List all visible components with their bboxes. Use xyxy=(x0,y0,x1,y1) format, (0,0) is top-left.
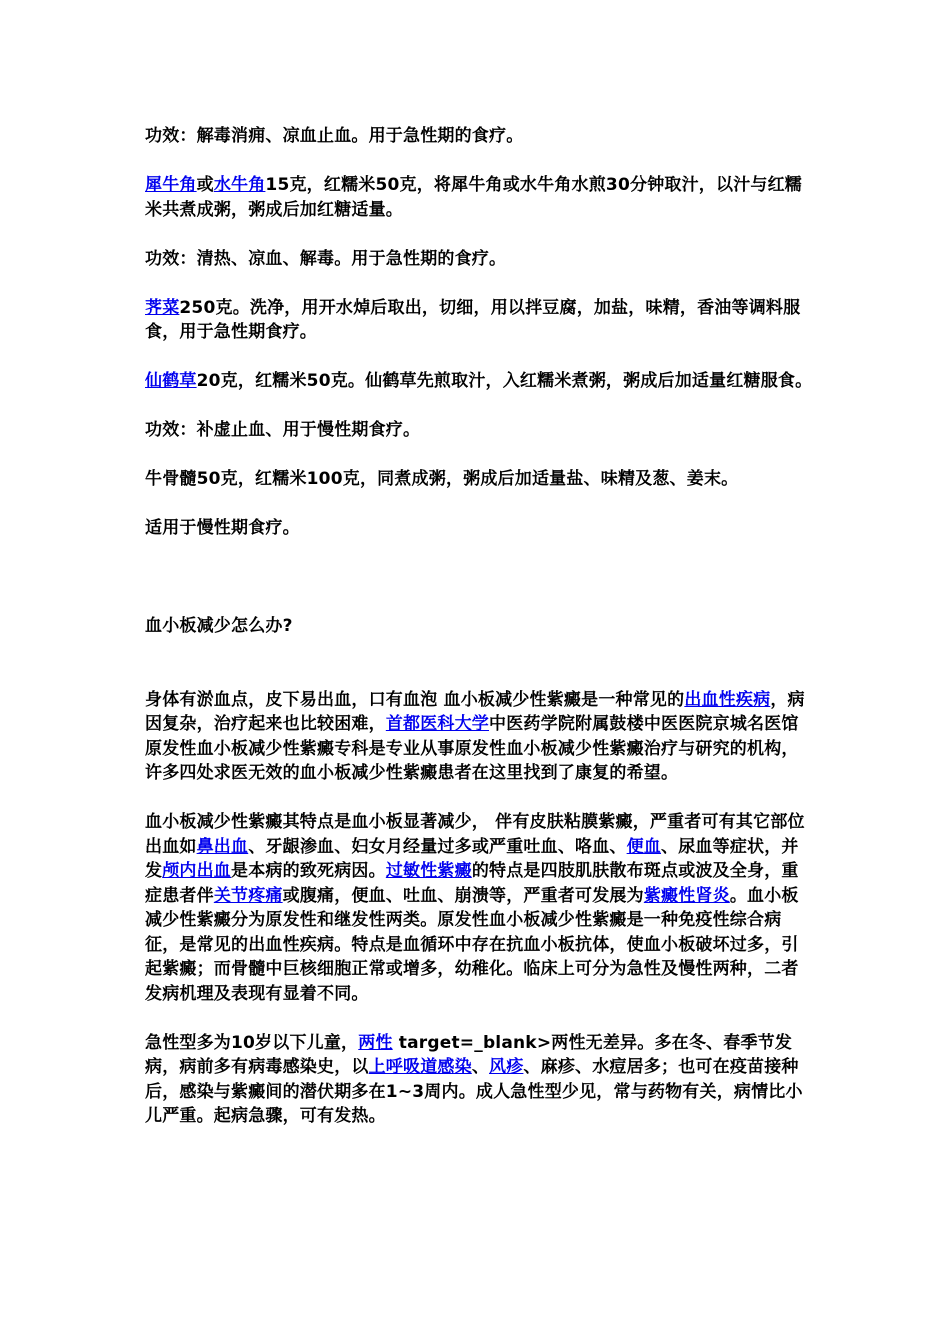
text-run: 是本病的致死病因。 xyxy=(231,861,386,881)
text-run: 中医药学院附属鼓楼中医医院京城名医馆原发性血小板减少性紫癜专科是专业从事原发性血小板减少性紫癜治疗与研究的机构，许多四处求医无效的血小板减少性紫癜患者在这里找到了康复的希望。 xyxy=(145,714,799,783)
inline-link[interactable]: 犀牛角 xyxy=(145,175,197,195)
text-run: 身体有淤血点，皮下易出血，口有血泡 血小板减少性紫癜是一种常见的 xyxy=(145,689,685,710)
text-run: 急性型多为10岁以下儿童， xyxy=(145,1032,359,1053)
text-run: 250克。洗净，用开水焯后取出，切细，用以拌豆腐，加盐，味精，香油等调料服食，用于急性期食疗。 xyxy=(145,297,801,342)
text-run: 牛骨髓50克，红糯米100克，同煮成粥，粥成后加适量盐、味精及葱、姜末。 xyxy=(145,469,739,489)
text-run: target=_blank>两性无差异。多在冬、春季节发病，病前多有病毒感染史，以 xyxy=(145,1032,793,1077)
paragraph xyxy=(145,810,813,1006)
inline-link[interactable]: 出血性疾病 xyxy=(684,689,771,710)
inline-link[interactable]: 水牛角 xyxy=(213,175,266,195)
inline-link[interactable]: 关节疼痛 xyxy=(213,885,283,906)
paragraph xyxy=(145,418,813,443)
inline-link[interactable]: 鼻出血 xyxy=(196,836,249,857)
text-run: ，病因复杂，治疗起来也比较困难， xyxy=(145,689,805,734)
inline-link[interactable]: 仙鹤草 xyxy=(145,371,197,391)
inline-link[interactable]: 颅内出血 xyxy=(162,861,232,881)
inline-link[interactable]: 荠菜 xyxy=(145,297,180,318)
text-run: 、牙龈渗血、妇女月经量过多或严重吐血、咯血、 xyxy=(248,836,627,857)
paragraph xyxy=(145,467,813,492)
paragraph xyxy=(145,124,813,149)
text-run: 血小板减少性紫癜其特点是血小板显著减少， 伴有皮肤粘膜紫癜，严重者可有其它部位出血如 xyxy=(145,812,805,857)
inline-link[interactable]: 过敏性紫癜 xyxy=(385,861,472,881)
inline-link[interactable]: 上呼吸道感染 xyxy=(368,1057,472,1077)
section-heading xyxy=(145,614,813,639)
text-run: 功效：补虚止血、用于慢性期食疗。 xyxy=(145,420,421,440)
text-run: 的特点是四肢肌肤散布斑点或波及全身，重症患者伴 xyxy=(145,861,799,906)
inline-link[interactable]: 两性 xyxy=(358,1032,393,1053)
text-run: 、麻疹、水痘居多；也可在疫苗接种后，感染与紫癜间的潜伏期多在1~3周内。成人急性型少见，常与药物有关，病情比小儿严重。起病急骤，可有发热。 xyxy=(145,1057,803,1126)
paragraph xyxy=(145,296,813,345)
inline-link[interactable]: 风疹 xyxy=(489,1057,524,1077)
text-run: 功效：解毒消痈、凉血止血。用于急性期的食疗。 xyxy=(145,126,524,146)
text-run: 、 xyxy=(471,1057,490,1077)
paragraph xyxy=(145,247,813,272)
text-run: 功效：清热、凉血、解毒。用于急性期的食疗。 xyxy=(145,248,507,269)
inline-link[interactable]: 首都医科大学 xyxy=(385,714,490,734)
text-run: 。血小板减少性紫癜分为原发性和继发性两类。原发性血小板减少性紫癜是一种免疫性综合病征，是常见的出血性疾病。特点是血循环中存在抗血小板抗体，使血小板破坏过多，引起紫癜；而骨髓中巨核细胞正常或增多，幼稚化。临床上可分为急性及慢性两种，二者发病机理及表现有显着不同。 xyxy=(145,885,799,1004)
text-run: 适用于慢性期食疗。 xyxy=(145,518,300,538)
paragraph xyxy=(145,688,813,786)
paragraph xyxy=(145,516,813,541)
document-body xyxy=(145,124,813,1129)
text-run: 或腹痛，便血、吐血、崩溃等，严重者可发展为 xyxy=(282,885,644,906)
text-run: 或 xyxy=(196,175,214,195)
paragraph xyxy=(145,369,813,394)
text-run: 、尿血等症状，并发 xyxy=(145,836,799,881)
paragraph xyxy=(145,173,813,222)
inline-link[interactable]: 紫癜性肾炎 xyxy=(643,885,730,906)
text-run: 15克，红糯米50克，将犀牛角或水牛角水煎30分钟取汁，以汁与红糯米共煮成粥，粥成后加红糖适量。 xyxy=(145,175,802,220)
paragraph xyxy=(145,1031,813,1129)
inline-link[interactable]: 便血 xyxy=(626,836,662,857)
text-run: 血小板减少怎么办? xyxy=(145,616,293,636)
text-run: 20克，红糯米50克。仙鹤草先煎取汁，入红糯米煮粥，粥成后加适量红糖服食。 xyxy=(196,371,813,391)
